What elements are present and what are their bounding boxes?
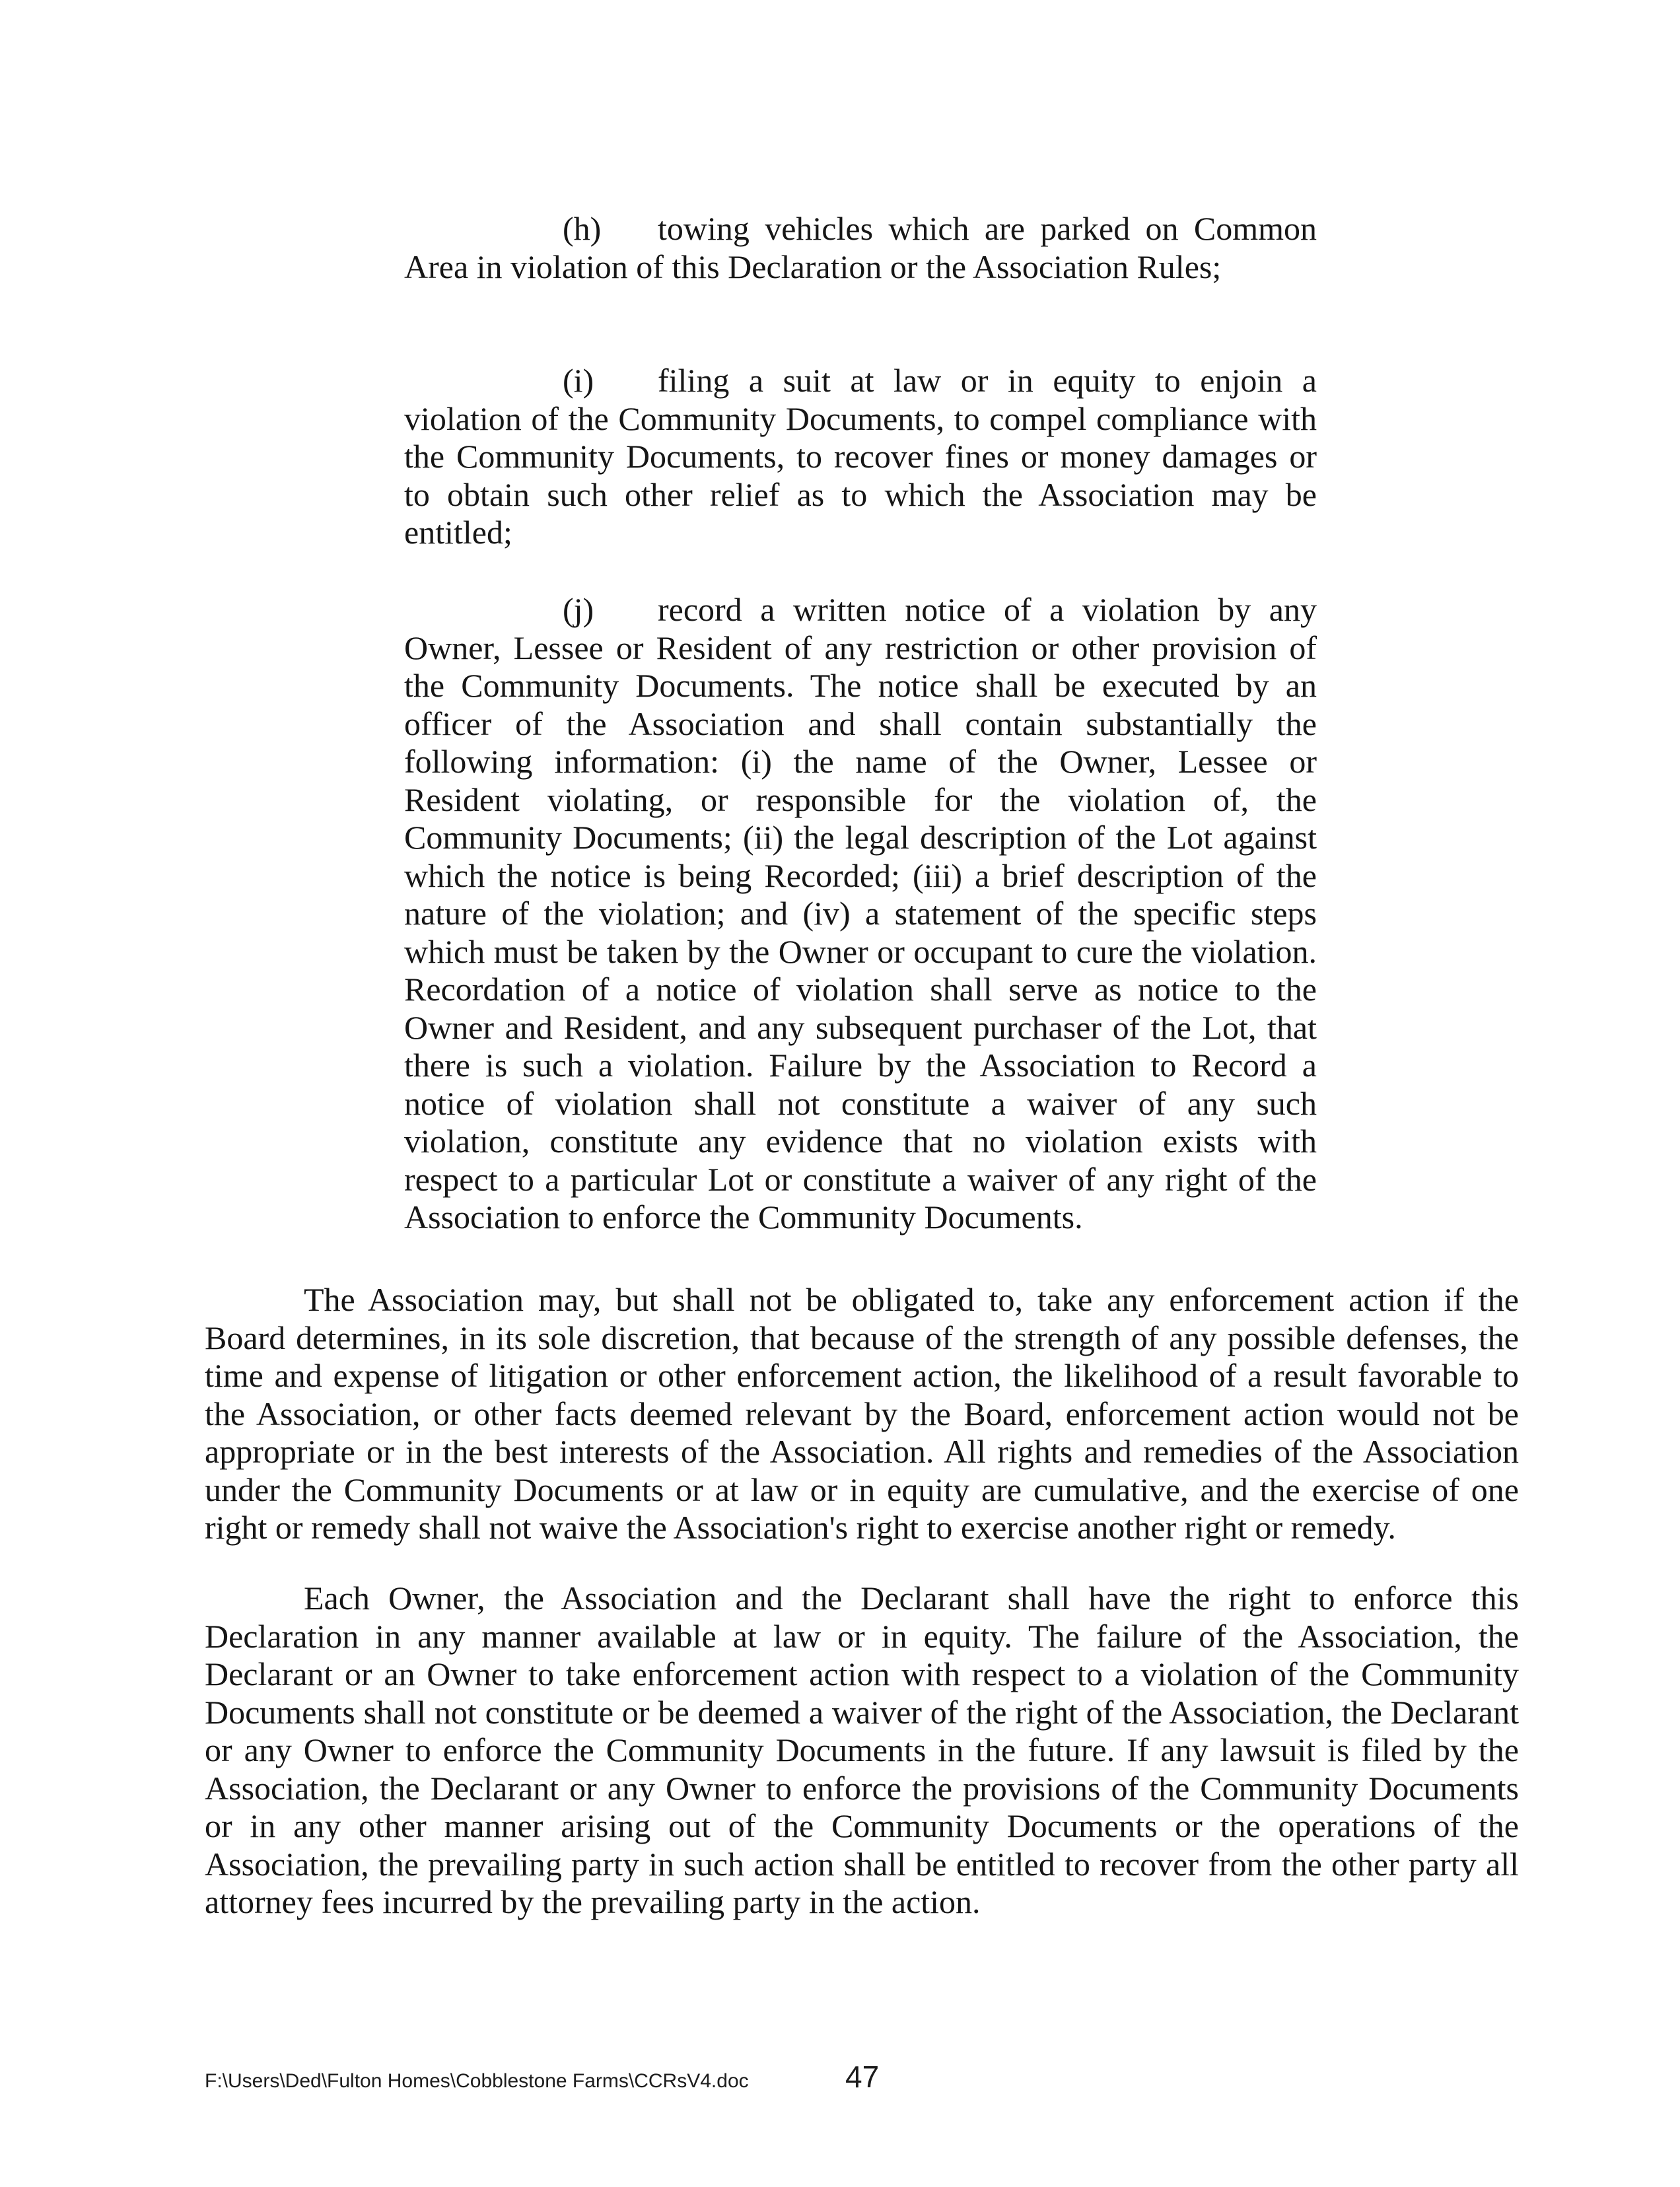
list-item-text: towing vehicles which are parked on Common Area in violation of this Declaration or the Association Rules; bbox=[404, 210, 1317, 285]
list-item-label: (j) bbox=[563, 591, 594, 628]
list-item-label: (i) bbox=[563, 362, 594, 399]
list-item-j bbox=[404, 591, 1317, 1237]
list-item-text: filing a suit at law or in equity to enjoin a violation of the Community Documents, to compel compliance with the Community Documents, to recover fines or money damages or to obtain such other relief as to which the Association may be entitled; bbox=[404, 362, 1317, 551]
list-item-label: (h) bbox=[563, 210, 602, 247]
list-item-i bbox=[404, 362, 1317, 552]
page-number: 47 bbox=[845, 2060, 880, 2094]
list-item-text: record a written notice of a violation by any Owner, Lessee or Resident of any restriction or other provision of the Community Documents. The notice shall be executed by an officer of the Association and shall contain substantially the following information: (i) the name of the Owner, Lessee or Resident violating, or responsible for the violation of, the Community Documents; (ii) the legal description of the Lot against which the notice is being Recorded; (iii) a brief description of the nature of the violation; and (iv) a statement of the specific steps which must be taken by the Owner or occupant to cure the violation. Recordation of a notice of violation shall serve as notice to the Owner and Resident, and any subsequent purchaser of the Lot, that there is such a violation. Failure by the Association to Record a notice of violation shall not constitute a waiver of any such violation, constitute any evidence that no violation exists with respect to a particular Lot or constitute a waiver of any right of the Association to enforce the Community Documents. bbox=[404, 591, 1317, 1235]
footer-file-path: F:\Users\Ded\Fulton Homes\Cobblestone Farms\CCRsV4.doc bbox=[205, 2070, 749, 2092]
list-item-h bbox=[404, 210, 1317, 286]
paragraph-enforcement-discretion: The Association may, but shall not be obligated to, take any enforcement action if the Board determines, in its sole discretion, that because of the strength of any possible defenses, the time and expense of litigation or other enforcement action, the likelihood of a result favorable to the Association, or other facts deemed relevant by the Board, enforcement action would not be appropriate or in the best interests of the Association. All rights and remedies of the Association under the Community Documents or at law or in equity are cumulative, and the exercise of one right or remedy shall not waive the Association's right to exercise another right or remedy. bbox=[205, 1281, 1519, 1546]
paragraph-right-to-enforce: Each Owner, the Association and the Declarant shall have the right to enforce this Declaration in any manner available at law or in equity. The failure of the Association, the Declarant or an Owner to take enforcement action with respect to a violation of the Community Documents shall not constitute or be deemed a waiver of the right of the Association, the Declarant or any Owner to enforce the Community Documents in the future. If any lawsuit is filed by the Association, the Declarant or any Owner to enforce the provisions of the Community Documents or in any other manner arising out of the Community Documents or the operations of the Association, the prevailing party in such action shall be entitled to recover from the other party all attorney fees incurred by the prevailing party in the action. bbox=[205, 1580, 1519, 1920]
